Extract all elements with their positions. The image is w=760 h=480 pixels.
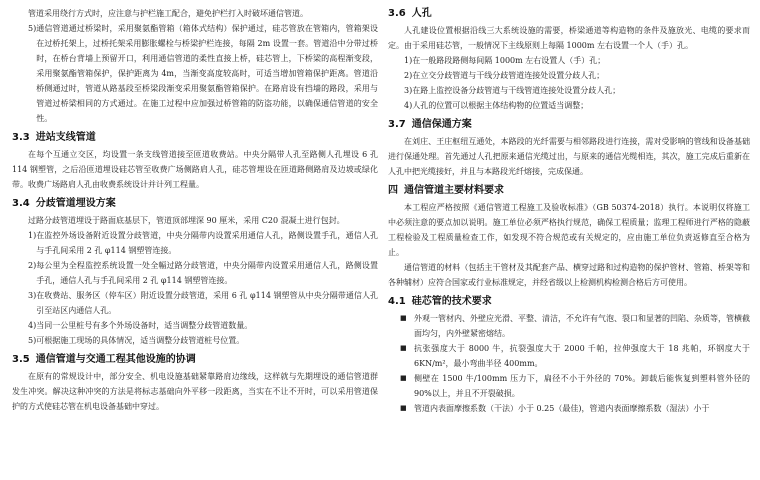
list-item: [388, 83, 750, 98]
list-text: 每公里为全程监控系统设置一处全幅过路分歧管道，中央分隔带内设置采用通信人孔，路侧设置手孔，通信人孔与手孔间采用 2 孔 φ114 钢塑管连接。: [36, 261, 378, 285]
list-item: [12, 318, 378, 333]
list-item: [12, 288, 378, 318]
paragraph: 人孔建设位置根据沿线三大系统设施的需要，桥梁通道等构造物的条件及施放光、电缆的要求而定。由于采用硅芯管，一般情况下主线原则上每隔 1000m 左右设置一个人（手）孔。: [388, 26, 750, 50]
paragraph: 本工程应严格按照《通信管道工程施工及验收标准》（GB 50374-2018）执行。本说明仅将施工中必须注意的要点加以说明。施工单位必须严格执行规范，确保工程质量；监理工程师进行严格的隐蔽工程检验及工程质量检查工作，如发现不符合规范或有关规定的，应由施工单位负责返修直至合格为止。: [388, 203, 750, 257]
right-column: [388, 6, 750, 416]
list-text: 在立交分歧管道与干线分歧管道连接处设置分歧人孔；: [412, 71, 605, 80]
paragraph: 过路分歧管道埋设于路面底基层下，管道顶部埋深 90 厘米，采用 C20 混凝土进行包封。: [28, 216, 345, 225]
square-bullet-icon: ■: [400, 374, 407, 382]
list-number: 1): [28, 231, 37, 240]
list-text: 在一般路段路侧每间隔 1000m 左右设置人（手）孔；: [412, 56, 606, 65]
bullet-text: 侧壁在 1500 牛/100mm 压力下，扁径不小于外径的 70%。卸载后能恢复到塑料管外径的 90%以上，并且不开裂破损。: [414, 374, 750, 398]
list-item: [388, 98, 750, 113]
section-heading-3-4: 3.4 分歧管道埋设方案: [12, 198, 116, 209]
section-heading-3-6: 3.6 人孔: [388, 8, 432, 19]
square-bullet-icon: ■: [400, 344, 407, 352]
section-heading-3-5: 3.5 通信管道与交通工程其他设施的协调: [12, 354, 196, 365]
list-item: [388, 68, 750, 83]
list-item: [388, 53, 750, 68]
bullet-text: 外观一管材内、外壁应光滑、平整、清洁，不允许有气泡、裂口和显著的凹陷、杂质等，管横截面均匀，内外壁紧密熔结。: [414, 314, 750, 338]
list-text: 人孔的位置可以根据主体结构物的位置适当调整；: [412, 101, 589, 110]
list-number: 2): [404, 71, 413, 80]
paragraph: 在原有的常规设计中，部分安全、机电设施基础紧靠路肩边缘线，这样就与先期埋设的通信管道群发生冲突。解决这种冲突的方法是将标志基础向外平移一段距离，当实在不让不开时，可以采用管道保护的方式使硅芯管在机电设备基础中穿过。: [12, 372, 378, 411]
bullet-item: [388, 401, 750, 416]
list-item: [12, 258, 378, 288]
list-number: 3): [28, 291, 37, 300]
list-number: 5): [28, 336, 37, 345]
list-text: 在监控外场设备附近设置分歧管道，中央分隔带内设置采用通信人孔，路侧设置手孔，通信人孔与手孔间采用 2 孔 φ114 钢塑管连接。: [36, 231, 378, 255]
list-number: 3): [404, 86, 413, 95]
list-number: 2): [28, 261, 37, 270]
list-item: [12, 21, 378, 126]
list-number: 5): [28, 24, 37, 33]
left-column: [12, 6, 378, 414]
paragraph: 在刘庄、王庄枢纽互通处，本路段的光纤需要与相邻路段进行连接，需对受影响的管线和设备基础进行保通处理。首先通过人孔把原来通信光缆过出，与原来的通信光缆相连，其次，施工完成后重新在人孔中把光缆接好，并且与本路段光纤熔接，完成保通。: [388, 137, 750, 176]
list-item: [12, 333, 378, 348]
list-text: 在收费站、服务区（停车区）附近设置分歧管道，采用 6 孔 φ114 钢塑管从中央分隔带通信人孔引至站区内通信人孔。: [36, 291, 378, 315]
square-bullet-icon: ■: [400, 314, 407, 322]
list-text: 当同一公里桩号有多个外场设备时，适当调整分歧管道数量。: [36, 321, 253, 330]
section-heading-4-1: 4.1 硅芯管的技术要求: [388, 296, 492, 307]
section-heading-4: 四 通信管道主要材料要求: [388, 185, 504, 196]
paragraph: 管道采用绕行方式时，应注意与护栏施工配合，避免护栏打入时破坏通信管道。: [28, 9, 308, 18]
paragraph: 通信管道的材料（包括主干管材及其配套产品、横穿过路和过构造物的保护管材、管箱、桥架等和各种辅材）应符合国家或行业标准规定，并经省级以上检测机构检测合格后方可使用。: [388, 263, 750, 287]
square-bullet-icon: ■: [400, 404, 407, 412]
bullet-item: [388, 341, 750, 371]
paragraph: 在每个互通立交区，均设置一条支线管道接至匝道收费站。中央分隔带人孔至路侧人孔埋设 6 孔 114 钢塑管，之后沿匝道埋设硅芯管至收费广场侧路肩人孔，硅芯管埋设在匝道路侧路肩及边坡或绿化带。收费广场路肩人孔由收费系统设计并计列工程量。: [12, 150, 378, 189]
bullet-item: [388, 371, 750, 401]
list-text: 可根据施工现场的具体情况，适当调整分歧管道桩号位置。: [36, 336, 245, 345]
list-item: [12, 228, 378, 258]
bullet-text: 抗张强度大于 8000 牛，抗裂强度大于 2000 千帕，拉伸强度大于 18 兆帕，环钢度大于 6KN/m²，最小弯曲半径 400mm。: [414, 344, 750, 368]
bullet-item: [388, 311, 750, 341]
list-number: 4): [28, 321, 37, 330]
bullet-text: 管道内表面摩擦系数（干法）小于 0.25（最佳)，管道内表面摩擦系数（湿法）小于: [414, 404, 710, 413]
section-heading-3-3: 3.3 进站支线管道: [12, 132, 96, 143]
list-text: 在路上监控设备分歧管道与干线管道连接处设置分歧人孔；: [412, 86, 621, 95]
list-text: 通信管道通过桥梁时，采用聚氨酯管箱（箱体式结构）保护通过，硅芯管放在管箱内，管箱架设在过桥托架上，过桥托架采用膨胀螺栓与桥梁护栏连接，每隔 2m 设置一套。管道沿中分带过桥时，在桥台背墙上预留开口，利用通信管道的柔性直接上桥，硅芯管上，下桥梁的高程渐变段，采用聚氨酯管箱保护，保护距离为 4m，当渐变高度较高时，可适当增加管箱保护距离。管道沿桥侧通过时，管道从路基段至桥梁段渐变采用聚氨酯管箱保护。在路肩设有挡墙的路段，采用与管道过桥梁相同的方式通过。在施工过程中应加强过桥管箱的防盗功能，以确保通信管道的安全性。: [36, 24, 378, 123]
list-number: 4): [404, 101, 413, 110]
section-heading-3-7: 3.7 通信保通方案: [388, 119, 472, 130]
list-number: 1): [404, 56, 413, 65]
